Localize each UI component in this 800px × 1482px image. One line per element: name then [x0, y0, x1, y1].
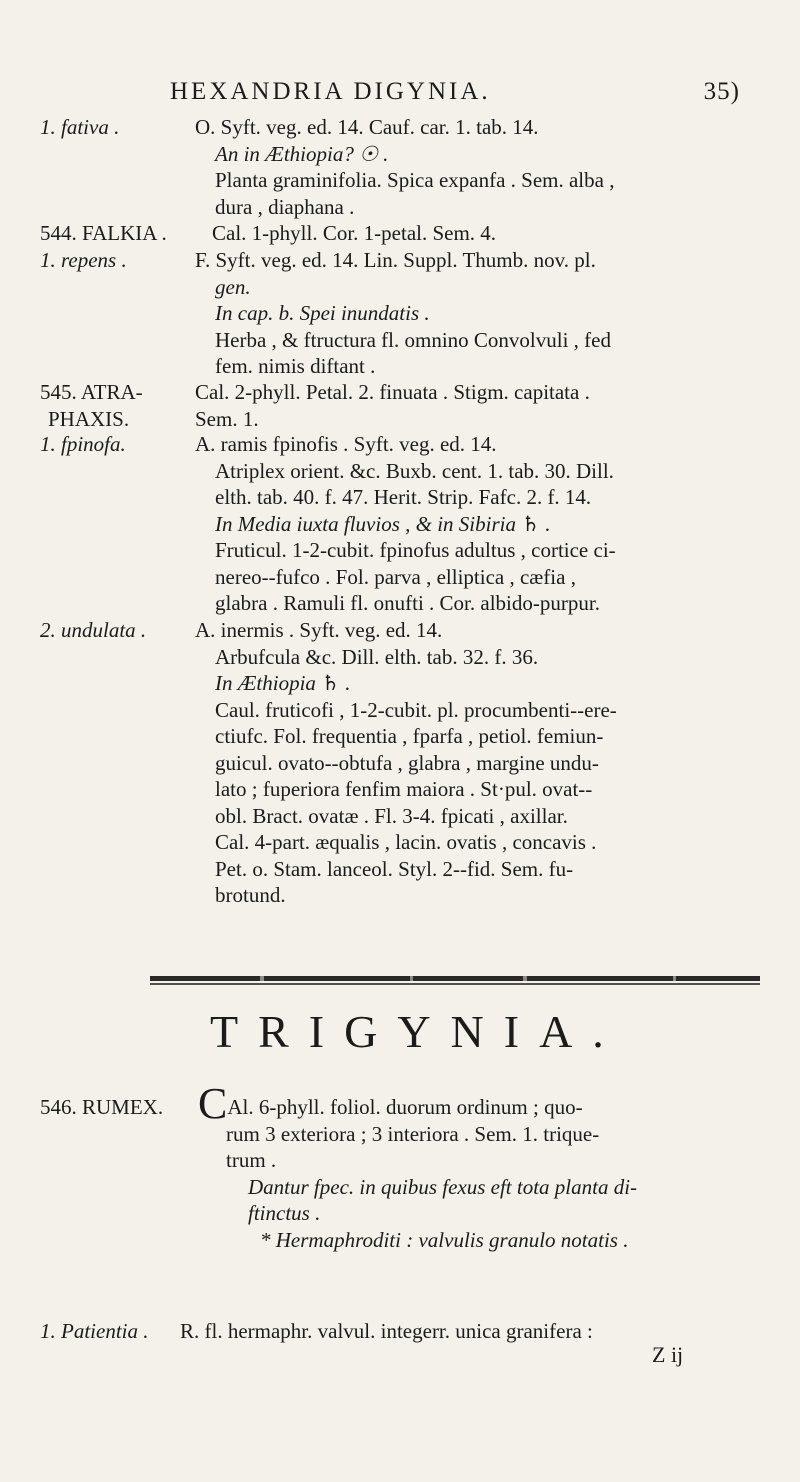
text-line: In cap. b. Spei inundatis . — [215, 301, 430, 325]
text-line: glabra . Ramuli fl. onufti . Cor. albido-purpur. — [215, 591, 600, 615]
text-line: guicul. ovato--obtufa , glabra , margine undu- — [215, 750, 599, 775]
signature-mark: Z ij — [652, 1342, 684, 1367]
page-number: 35) — [703, 78, 740, 105]
genus-entry-rumex — [40, 1079, 750, 1253]
text-line: brotund. — [215, 883, 286, 907]
text-line: A. ramis fpinofis . Syft. veg. ed. 14. — [195, 432, 497, 456]
species-entry-patientia — [40, 1318, 750, 1345]
text-line: In Æthiopia ♄ . — [215, 671, 351, 695]
text-line: Sem. 1. — [195, 406, 259, 431]
text-line: Arbufcula &c. Dill. elth. tab. 32. f. 36. — [215, 644, 539, 669]
species-entry-spinosa — [40, 431, 750, 617]
species-entry-undulata — [40, 617, 750, 909]
header-title: HEXANDRIA DIGYNIA. — [170, 78, 491, 105]
section-divider — [150, 976, 760, 981]
section-divider-thin — [150, 983, 760, 985]
text-line: CAl. 6-phyll. foliol. duorum ordinum ; quo- — [198, 1079, 583, 1128]
text-line: * Hermaphroditi : valvulis granulo notatis . — [260, 1227, 629, 1252]
text-line: In Media iuxta fluvios , & in Sibiria ♄ . — [215, 511, 551, 536]
text-line: nereo--fufco . Fol. parva , elliptica , cæfia , — [215, 564, 576, 589]
genus-label: 546. RUMEX. — [40, 1095, 164, 1119]
species-entry-repens — [40, 247, 750, 380]
text-line: F. Syft. veg. ed. 14. Lin. Suppl. Thumb. nov. pl. — [195, 248, 596, 272]
species-label: 1. repens . — [40, 248, 127, 272]
text-line: dura , diaphana . — [215, 194, 355, 219]
text-line: gen. — [215, 274, 251, 299]
species-entry-sativa — [40, 114, 750, 220]
text-line: lato ; fuperiora fenfim maiora . St·pul. ovat-- — [215, 777, 593, 801]
genus-entry-atraphaxis — [40, 379, 750, 432]
drop-initial: C — [198, 1079, 228, 1128]
species-label: 1. fativa . — [40, 115, 120, 139]
species-label: 2. undulata . — [40, 618, 147, 642]
text-line: Caul. fruticofi , 1-2-cubit. pl. procumbenti--ere- — [215, 697, 617, 722]
text-line: R. fl. hermaphr. valvul. integerr. unica granifera : — [180, 1319, 593, 1343]
text-line: rum 3 exteriora ; 3 interiora . Sem. 1. trique- — [226, 1121, 600, 1146]
text-line: ftinctus . — [248, 1201, 321, 1225]
text-line: A. inermis . Syft. veg. ed. 14. — [195, 618, 443, 642]
text-line: Cal. 2-phyll. Petal. 2. finuata . Stigm. capitata . — [195, 380, 590, 404]
text-line: Cal. 1-phyll. Cor. 1-petal. Sem. 4. — [212, 221, 497, 245]
text-line: Fruticul. 1-2-cubit. fpinofus adultus , cortice ci- — [215, 538, 616, 562]
text-line: Pet. o. Stam. lanceol. Styl. 2--fid. Sem. fu- — [215, 856, 574, 881]
species-label: 1. fpinofa. — [40, 432, 126, 456]
genus-label: 544. FALKIA . — [40, 221, 167, 245]
text-line: An in Æthiopia? ☉ . — [215, 141, 389, 166]
text-line: obl. Bract. ovatæ . Fl. 3-4. fpicati , axillar. — [215, 803, 568, 828]
text-line: fem. nimis diftant . — [215, 354, 376, 378]
text-line: O. Syft. veg. ed. 14. Cauf. car. 1. tab. 14. — [195, 115, 539, 139]
text-line: Cal. 4-part. æqualis , lacin. ovatis , concavis . — [215, 830, 597, 854]
text-line: ctiufc. Fol. frequentia , fparfa , petiol. femiun- — [215, 724, 604, 748]
genus-label: 545. ATRA- PHAXIS. — [40, 380, 143, 431]
section-heading: TRIGYNIA. — [210, 1006, 624, 1057]
text-line: Dantur fpec. in quibus fexus eft tota planta di- — [248, 1174, 638, 1199]
text-line: trum . — [226, 1148, 277, 1172]
species-label: 1. Patientia . — [40, 1319, 149, 1343]
genus-entry-falkia — [40, 220, 750, 247]
text-line: Planta graminifolia. Spica expanfa . Sem. alba , — [215, 168, 615, 192]
text-line: Atriplex orient. &c. Buxb. cent. 1. tab. 30. Dill. — [215, 458, 614, 483]
text-line: elth. tab. 40. f. 47. Herit. Strip. Fafc. 2. f. 14. — [215, 485, 592, 509]
text-line: Herba , & ftructura fl. omnino Convolvuli , fed — [215, 327, 611, 352]
